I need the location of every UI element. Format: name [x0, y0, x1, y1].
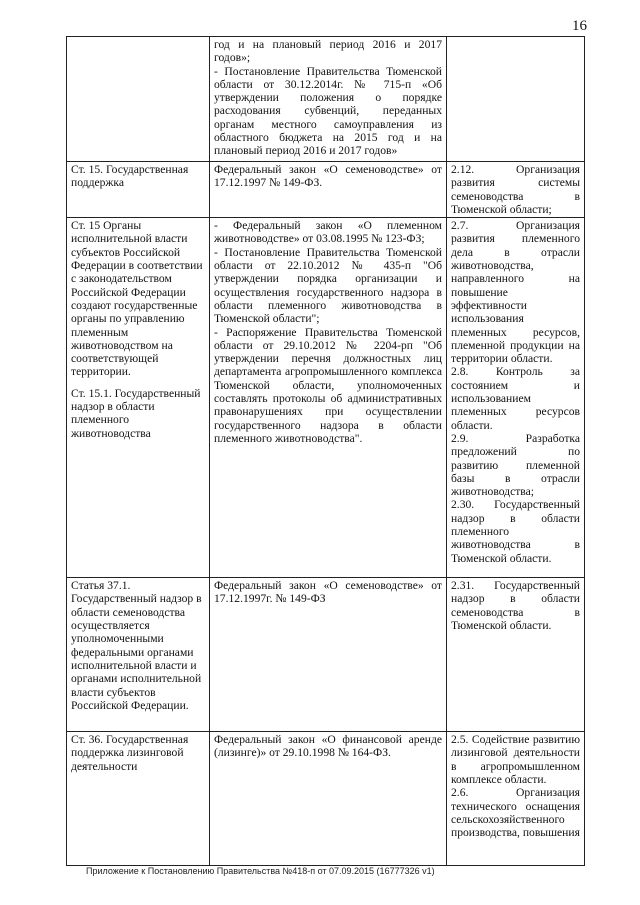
table-row: [67, 37, 585, 162]
article-text: Ст. 15.1. Государственный надзор в области племенного животноводства: [71, 386, 201, 440]
function-text: 2.9. Разработка предложений по развитию племенной базы в отрасли животноводства;: [451, 431, 580, 499]
article-cell: [67, 732, 210, 866]
function-text: 2.8. Контроль за состоянием и использованием племенных ресурсов области.: [451, 365, 580, 432]
table-row: [67, 218, 585, 578]
article-text: Ст. 36. Государственная поддержка лизинговой деятельности: [71, 733, 189, 773]
function-text: 2.5. Содействие развитию лизинговой деятельности в агропромышленном комплексе области.: [451, 733, 580, 787]
article-text: Статья 37.1. Государственный надзор в области семеноводства осуществляется уполномоченными федеральными органами исполнительной власти и органами исполнительной власти субъектов Российской Федерации.: [71, 579, 202, 712]
function-cell: [447, 162, 585, 218]
table-row: [67, 162, 585, 218]
function-text: 2.31. Государственный надзор в области семеноводства в Тюменской области.: [451, 579, 580, 633]
legal-basis-cell: [210, 162, 447, 218]
function-text: 2.6. Организация технического оснащения сельскохозяйственного производства, повышения: [451, 786, 580, 840]
function-cell: [447, 732, 585, 866]
legal-basis-cell: [210, 732, 447, 866]
legal-table: [66, 36, 585, 866]
legal-basis-text: Федеральный закон «О финансовой аренде (лизинге)» от 29.10.1998 № 164-ФЗ.: [214, 733, 442, 760]
function-cell: [447, 218, 585, 578]
legal-basis-cell: [210, 578, 447, 732]
page-number: 16: [572, 18, 587, 34]
legal-basis-cell: [210, 218, 447, 578]
function-cell: [447, 37, 585, 162]
article-cell: [67, 37, 210, 162]
article-text: Ст. 15. Государственная поддержка: [71, 163, 189, 190]
article-text: Ст. 15 Органы исполнительной власти субъектов Российской Федерации в соответствии с законодательством Российской Федерации создают государственные органы по управлению племенным животноводством на соответствующей территории.: [71, 219, 203, 379]
function-text: 2.12. Организация развития системы семеноводства в Тюменской области;: [451, 163, 580, 216]
legal-basis-text: - Постановление Правительства Тюменской области от 22.10.2012 № 435-п "Об утверждении порядка организации и осуществления государственного надзора в области племенного животноводства в Тюменской области";: [214, 245, 442, 326]
table-row: [67, 732, 585, 866]
legal-basis-text: - Федеральный закон «О племенном животноводстве» от 03.08.1995 № 123-ФЗ;: [214, 219, 442, 246]
legal-basis-text: - Постановление Правительства Тюменской области от 30.12.2014г. № 715-п «Об утверждении положения о порядке расходования субвенций, переданных органам местного самоуправления из областного бюджета на 2015 год и на плановый период 2016 и 2017 годов»: [214, 64, 442, 158]
legal-basis-text: - Распоряжение Правительства Тюменской области от 29.10.2012 № 2204-рп "Об утверждении перечня должностных лиц департамента агропромышленного комплекса Тюменской области, уполномоченных составлять протоколы об административных правонарушениях при осуществлении государственного надзора в области племенного животноводства".: [214, 325, 442, 445]
function-text: 2.7. Организация развития племенного дела в отрасли животноводства, направленного на повышение эффективности использования племенных ресурсов, племенной продукции на территории области.: [451, 219, 580, 366]
article-cell: [67, 218, 210, 578]
article-cell: [67, 578, 210, 732]
function-text: 2.30. Государственный надзор в области племенного животноводства в Тюменской области.: [451, 498, 580, 565]
footer-note: Приложение к Постановлению Правительства №418-п от 07.09.2015 (16777326 v1): [86, 866, 435, 876]
legal-basis-text: год и на плановый период 2016 и 2017 годов»;: [214, 38, 442, 65]
table-row: [67, 578, 585, 732]
legal-basis-text: Федеральный закон «О семеноводстве» от 17.12.1997г. № 149-ФЗ: [214, 579, 442, 606]
legal-basis-cell: [210, 37, 447, 162]
legal-basis-text: Федеральный закон «О семеноводстве» от 17.12.1997 № 149-ФЗ.: [214, 163, 442, 190]
function-cell: [447, 578, 585, 732]
article-cell: [67, 162, 210, 218]
